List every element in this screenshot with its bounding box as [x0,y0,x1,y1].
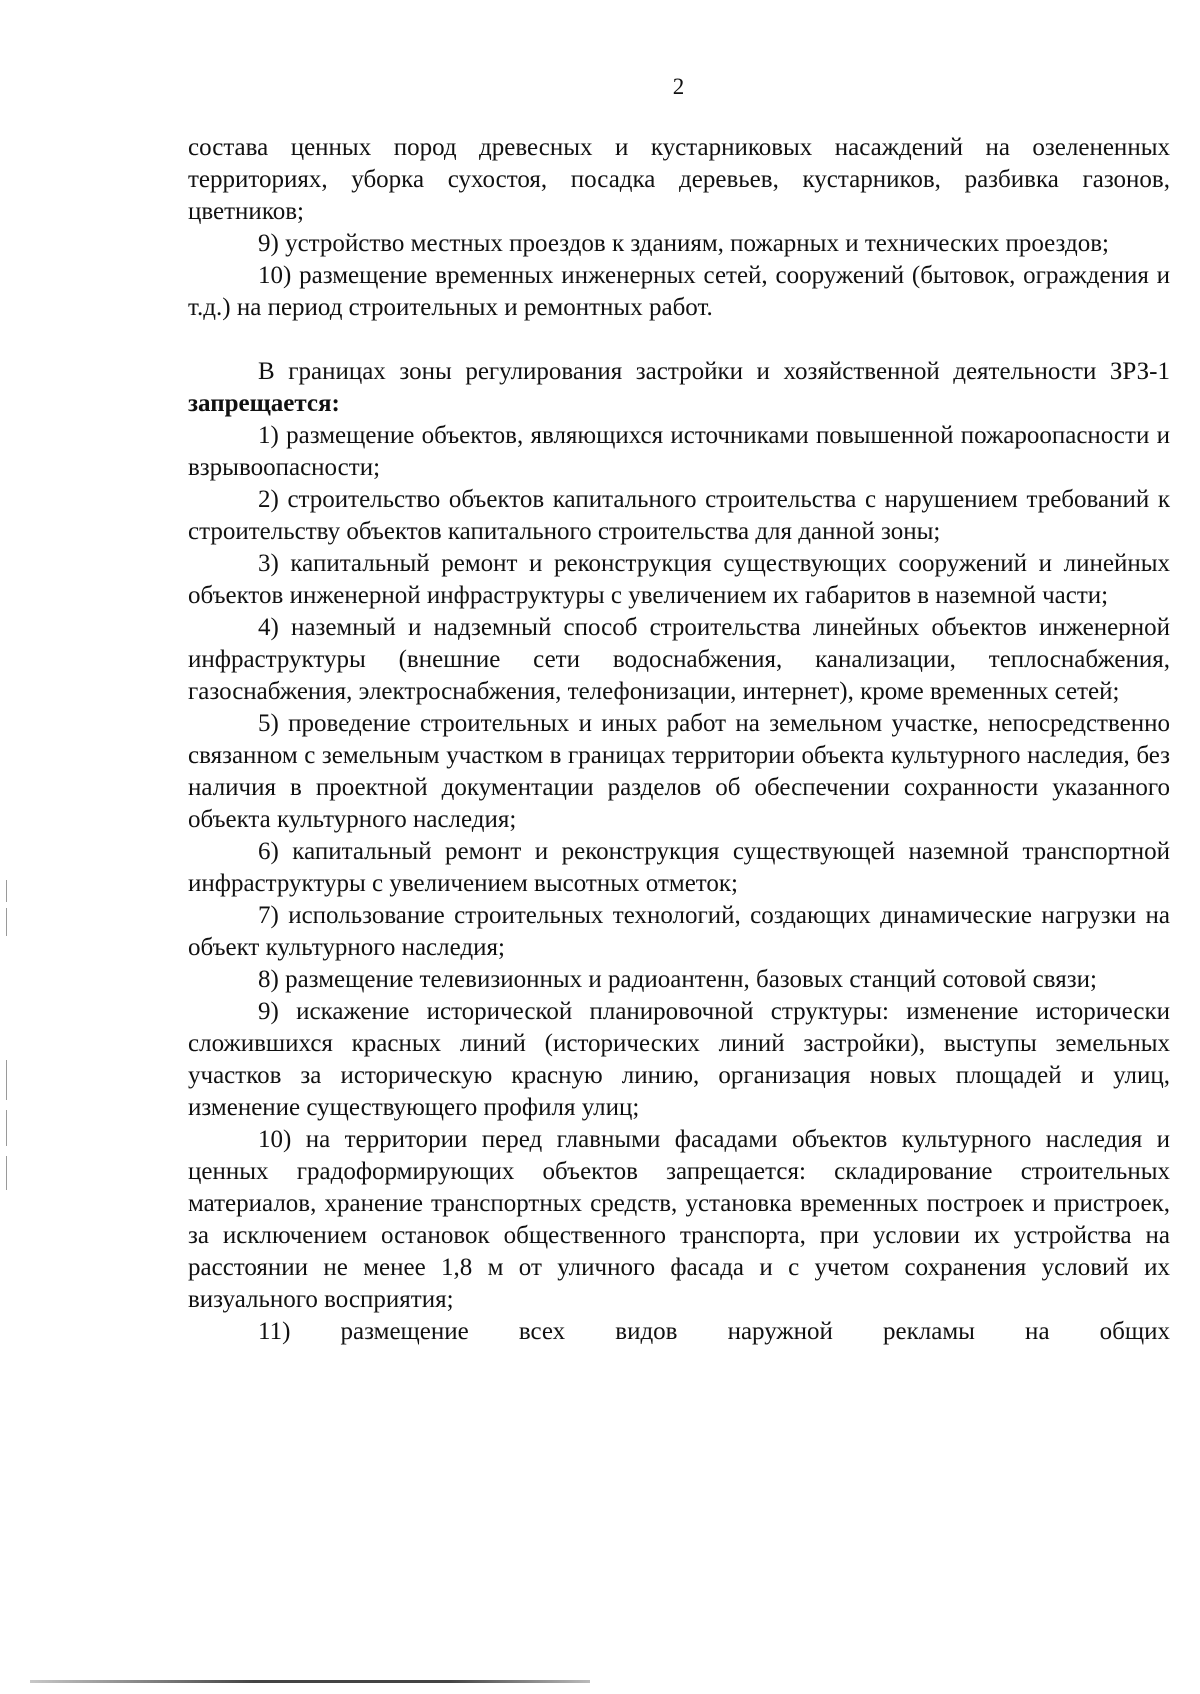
scan-edge-mark [6,1110,7,1146]
prohibited-item-1: 1) размещение объектов, являющихся источниками повышенной пожароопасности и взрывоопасности; [188,422,1170,481]
prohibited-item-7: 7) использование строительных технологий, создающих динамические нагрузки на объект культурного наследия; [188,902,1170,961]
prohibited-section-lead [188,356,1170,420]
scan-bottom-edge-line [30,1680,590,1683]
prohibited-item-9: 9) искажение исторической планировочной структуры: изменение исторически сложившихся красных линий (исторических линий застройки), выступы земельных участков за историческую красную линию, организация новых площадей и улиц, изменение существующего профиля улиц; [188,998,1170,1121]
prohibited-lead-bold: запрещается: [188,390,340,417]
prohibited-item-11: 11) размещение всех видов наружной рекламы на общих [258,1318,1170,1345]
prohibited-item-2: 2) строительство объектов капитального строительства с нарушением требований к строительству объектов капитального строительства для данной зоны; [188,486,1170,545]
document-body [188,132,1170,1348]
scan-edge-mark [6,908,7,936]
scan-edge-mark [6,1156,7,1190]
scan-edge-mark [6,1060,7,1100]
prohibited-item-10: 10) на территории перед главными фасадами объектов культурного наследия и ценных градоформирующих объектов запрещается: складирование строительных материалов, хранение транспортных средств, установка временных построек и пристроек, за исключением остановок общественного транспорта, при условии их устройства на расстоянии не менее 1,8 м от уличного фасада и с учетом сохранения условий их визуального восприятия; [188,1126,1170,1313]
prohibited-item-4: 4) наземный и надземный способ строительства линейных объектов инженерной инфраструктуры (внешние сети водоснабжения, канализации, теплоснабжения, газоснабжения, электроснабжения, телефонизации, интернет), кроме временных сетей; [188,614,1170,705]
intro-continuation-paragraph: состава ценных пород древесных и кустарниковых насаждений на озелененных территориях, уборка сухостоя, посадка деревьев, кустарников, разбивка газонов, цветников; [188,134,1170,225]
intro-item-9: 9) устройство местных проездов к зданиям, пожарных и технических проездов; [258,230,1109,257]
page-number: 2 [672,74,685,99]
prohibited-item-8: 8) размещение телевизионных и радиоантенн, базовых станций сотовой связи; [258,966,1097,993]
prohibited-item-6: 6) капитальный ремонт и реконструкция существующей наземной транспортной инфраструктуры с увеличением высотных отметок; [188,838,1170,897]
prohibited-lead-text: В границах зоны регулирования застройки и хозяйственной деятельности ЗРЗ-1 [258,358,1170,385]
intro-item-10: 10) размещение временных инженерных сетей, сооружений (бытовок, ограждения и т.д.) на период строительных и ремонтных работ. [188,262,1170,321]
prohibited-item-3: 3) капитальный ремонт и реконструкция существующих сооружений и линейных объектов инженерной инфраструктуры с увеличением их габаритов в наземной части; [188,550,1170,609]
prohibited-item-5: 5) проведение строительных и иных работ на земельном участке, непосредственно связанном с земельным участком в границах территории объекта культурного наследия, без наличия в проектной документации разделов об обеспечении сохранности указанного объекта культурного наследия; [188,710,1170,833]
scan-edge-mark [6,880,7,902]
